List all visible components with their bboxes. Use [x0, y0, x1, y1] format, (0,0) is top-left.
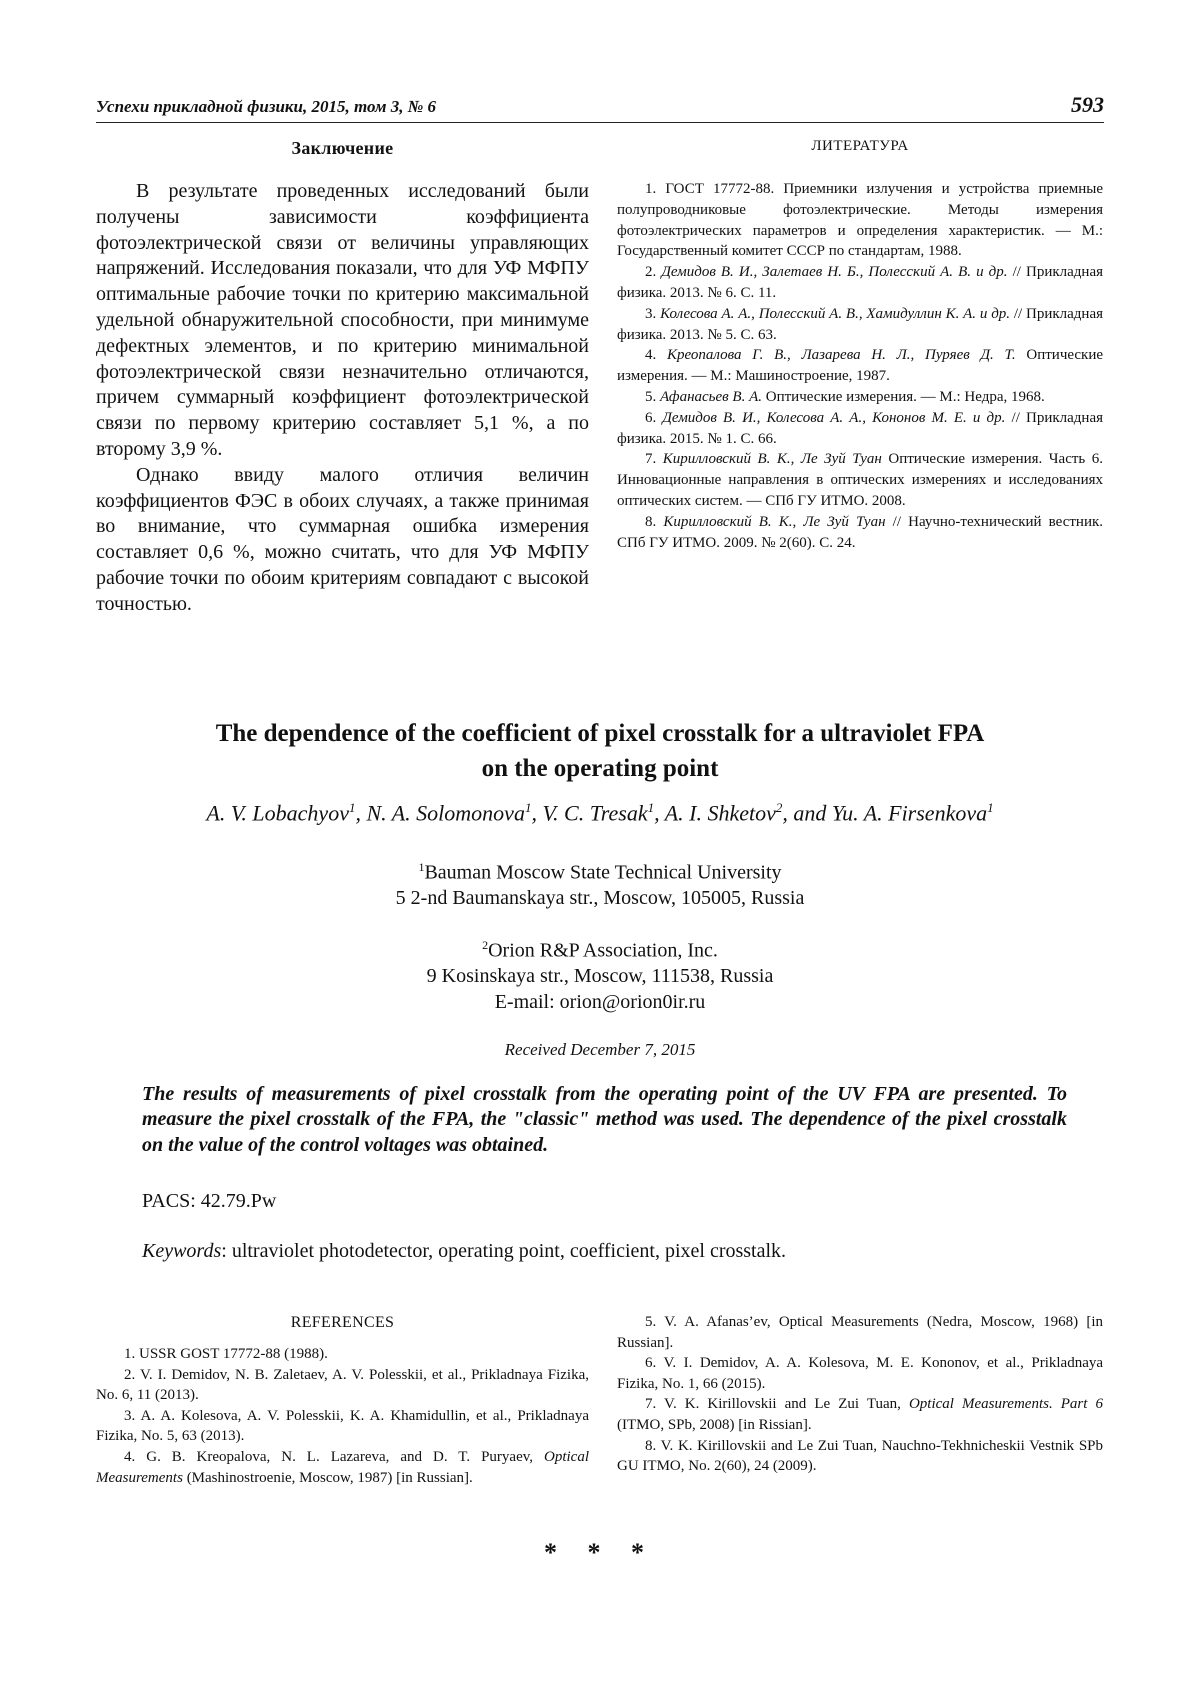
affiliation-number: 1 — [418, 860, 425, 874]
ref-authors: Афанасьев В. А. — [660, 388, 763, 405]
author-name: N. A. Solomonova — [366, 800, 525, 826]
reference-item — [617, 1353, 1103, 1394]
literature-item — [617, 179, 1103, 262]
conclusion-paragraph: В результате проведенных исследований были получены зависимости коэффициента фотоэлектрической связи от величины управляющих напряжений. Исследования показали, что для УФ МФПУ оптимальные рабочие точки по критерию максимальной удельной обнаружительной способности, при минимуме дефектных элементов, и по критерию минимальной фотоэлектрической связи незначительно отличаются, причем суммарный коэффициент фотоэлектрической связи по первому критерию составляет 5,1 %, а по второму 3,9 %. — [96, 180, 589, 460]
ref-authors: Демидов В. И., Залетаев Н. Б., Полесский А. В. и др. — [661, 264, 1008, 281]
ref-number: 1. — [645, 181, 666, 197]
pacs-code: PACS: 42.79.Pw — [142, 1190, 277, 1212]
author-name: A. I. Shketov — [664, 800, 776, 826]
literature-item — [617, 262, 1103, 304]
ref-text: // Научно-технический вестник. СПб ГУ ИТМО. 2009. № 2(60). С. 24. — [617, 513, 1104, 551]
ref-authors: Креопалова Г. В., Лазарева Н. Л., Пуряев Д. Т. — [666, 347, 1016, 364]
literature-item — [617, 512, 1103, 554]
reference-item — [96, 1447, 589, 1488]
reference-item — [617, 1436, 1103, 1477]
references-column-left — [96, 1312, 589, 1488]
literature-item — [617, 345, 1103, 387]
english-title-line: on the operating point — [481, 755, 719, 782]
affiliation-name: Orion R&P Association, Inc. — [488, 939, 718, 962]
affiliation-name: Bauman Moscow State Technical University — [424, 861, 782, 884]
ref-text: G. B. Kreopalova, N. L. Lazareva, and D. T. Puryaev, — [146, 1448, 544, 1465]
affiliation-number: 2 — [482, 938, 489, 952]
ref-number: 6. — [645, 1355, 664, 1372]
ref-number: 7. — [645, 1396, 665, 1413]
ref-title: Optical Measurements — [96, 1448, 589, 1486]
ref-authors: Кирилловский В. К., Ле Зуй Туан — [663, 513, 886, 530]
literature-item — [617, 304, 1103, 346]
ref-text: (Mashinostroenie, Moscow, 1987) [in Russian]. — [182, 1469, 473, 1486]
ref-number: 3. — [645, 305, 661, 322]
ref-number: 2. — [124, 1366, 140, 1383]
ref-text: Оптические измерения. — М.: Машиностроение, 1987. — [617, 347, 1104, 385]
affiliation-2 — [96, 933, 1104, 1015]
ref-text: // Прикладная физика. 2015. № 1. С. 66. — [617, 409, 1104, 447]
ref-number: 7. — [645, 451, 663, 468]
ref-number: 8. — [645, 513, 664, 530]
conclusion-column — [96, 138, 589, 618]
author-affiliation-mark: 1 — [524, 800, 532, 815]
author-affiliation-mark: 1 — [987, 800, 994, 815]
ref-text: Оптические измерения. — М.: Недра, 1968. — [765, 388, 1045, 405]
keywords-label: Keywords — [142, 1240, 222, 1262]
ref-authors: Кирилловский В. К., Ле Зуй Туан — [662, 451, 882, 468]
author-separator: , — [531, 800, 543, 826]
ref-text: (ITMO, SPb, 2008) [in Rissian]. — [617, 1416, 812, 1433]
ref-authors: Демидов В. И., Колесова А. А., Кононов М. Е. и др. — [662, 409, 1006, 426]
ref-number: 1. — [124, 1346, 139, 1362]
affiliation-email: E-mail: orion@orion0ir.ru — [494, 990, 706, 1013]
ref-authors: Колесова А. А., Полесский А. В., Хамидуллин К. А. и др. — [660, 305, 1011, 322]
reference-item — [96, 1406, 589, 1447]
ref-text: V. K. Kirillovskii and Le Zui Tuan, Nauchno-Tekhnicheskii Vestnik SPb GU ITMO, No. 2(60), 24 (2009). — [617, 1437, 1103, 1475]
literature-title: ЛИТЕРАТУРА — [811, 138, 909, 154]
ref-text: // Прикладная физика. 2013. № 6. С. 11. — [617, 264, 1104, 301]
references-column-right — [617, 1312, 1103, 1477]
author-list — [96, 800, 1104, 826]
ref-text: V. K. Kirillovskii and Le Zui Tuan, — [664, 1396, 909, 1413]
conclusion-paragraph: Однако ввиду малого отличия величин коэффициентов ФЭС в обоих случаях, а также принимая во внимание, что суммарная ошибка измерения составляет 0,6 %, можно считать, что для УФ МФПУ рабочие точки по обоим критериям совпадают с высокой точностью. — [96, 463, 589, 615]
ref-number: 5. — [645, 388, 660, 405]
header-rule — [96, 122, 1104, 123]
ref-number: 2. — [645, 264, 662, 281]
ref-number: 8. — [645, 1437, 661, 1454]
ref-text: V. I. Demidov, A. A. Kolesova, M. E. Kononov, et al., Prikladnaya Fizika, No. 1, 66 (2015). — [617, 1355, 1104, 1392]
english-title-line: The dependence of the coefficient of pixel crosstalk for a ultraviolet FPA — [215, 720, 985, 747]
references-list-left — [96, 1344, 589, 1488]
author-separator: , and — [782, 800, 832, 826]
affiliation-1 — [96, 855, 1104, 912]
ref-number: 6. — [645, 409, 663, 426]
journal-citation: Успехи прикладной физики, 2015, том 3, № 6 — [96, 97, 437, 116]
literature-list — [617, 179, 1103, 553]
ref-number: 5. — [645, 1314, 665, 1330]
keywords-text: : ultraviolet photodetector, operating point, coefficient, pixel crosstalk. — [221, 1240, 787, 1262]
conclusion-title: Заключение — [291, 138, 394, 158]
literature-column — [617, 138, 1103, 553]
author-name: V. C. Tresak — [542, 800, 648, 826]
literature-item — [617, 387, 1103, 408]
abstract: The results of measurements of pixel crosstalk from the operating point of the UV FPA are presented. To measure the pixel crosstalk of the FPA, the "classic" method was used. The dependence of the pixel crosstalk on the value of the control voltages was obtained. — [142, 1083, 1067, 1156]
ref-text: Оптические измерения. Часть 6. Инновационные направления в оптических измерениях и исследованиях оптических систем. — СПб ГУ ИТМО. 2008. — [617, 451, 1103, 509]
author-affiliation-mark: 1 — [348, 800, 356, 815]
reference-item — [96, 1344, 589, 1365]
page-number: 593 — [1071, 92, 1104, 117]
author-name: Yu. A. Firsenkova — [831, 800, 988, 826]
ref-text: ГОСТ 17772-88. Приемники излучения и устройства приемные полупроводниковые фотоэлектрические. Методы измерения фотоэлектрических параметров и определения характеристик. — М.: Государственный комитет СССР по стандартам, 1988. — [617, 181, 1103, 260]
affiliation-address: 5 2-nd Baumanskaya str., Moscow, 105005, Russia — [395, 887, 805, 910]
ref-title: Optical Measurements. Part 6 — [908, 1396, 1103, 1413]
author-affiliation-mark: 1 — [647, 800, 655, 815]
reference-item — [96, 1365, 589, 1406]
ref-number: 3. — [124, 1407, 141, 1424]
ref-text: V. I. Demidov, N. B. Zaletaev, A. V. Polesskii, et al., Prikladnaya Fizika, No. 6, 11 (2013). — [96, 1366, 589, 1404]
literature-item — [617, 449, 1103, 511]
reference-item — [617, 1312, 1103, 1353]
affiliation-address: 9 Kosinskaya str., Moscow, 111538, Russia — [426, 965, 774, 988]
ref-number: 4. — [645, 347, 667, 364]
author-separator: , — [355, 800, 367, 826]
reference-item — [617, 1394, 1103, 1435]
ref-text: V. A. Afanas’ev, Optical Measurements (Nedra, Moscow, 1968) [in Russian]. — [617, 1314, 1103, 1351]
section-separator: * * * — [544, 1538, 656, 1567]
references-title: REFERENCES — [290, 1314, 395, 1331]
ref-text: USSR GOST 17772-88 (1988). — [139, 1346, 328, 1362]
literature-item — [617, 408, 1103, 450]
received-date: Received December 7, 2015 — [504, 1040, 696, 1059]
running-head — [96, 92, 1104, 118]
keywords — [142, 1240, 786, 1263]
author-affiliation-mark: 2 — [775, 800, 783, 815]
ref-text: A. A. Kolesova, A. V. Polesskii, K. A. Khamidullin, et al., Prikladnaya Fizika, No. 5, 63 (2013). — [96, 1407, 589, 1445]
author-separator: , — [654, 800, 665, 826]
english-title — [96, 716, 1104, 786]
author-name: A. V. Lobachyov — [206, 800, 349, 826]
ref-text: // Прикладная физика. 2013. № 5. С. 63. — [617, 305, 1104, 343]
ref-number: 4. — [124, 1448, 147, 1465]
